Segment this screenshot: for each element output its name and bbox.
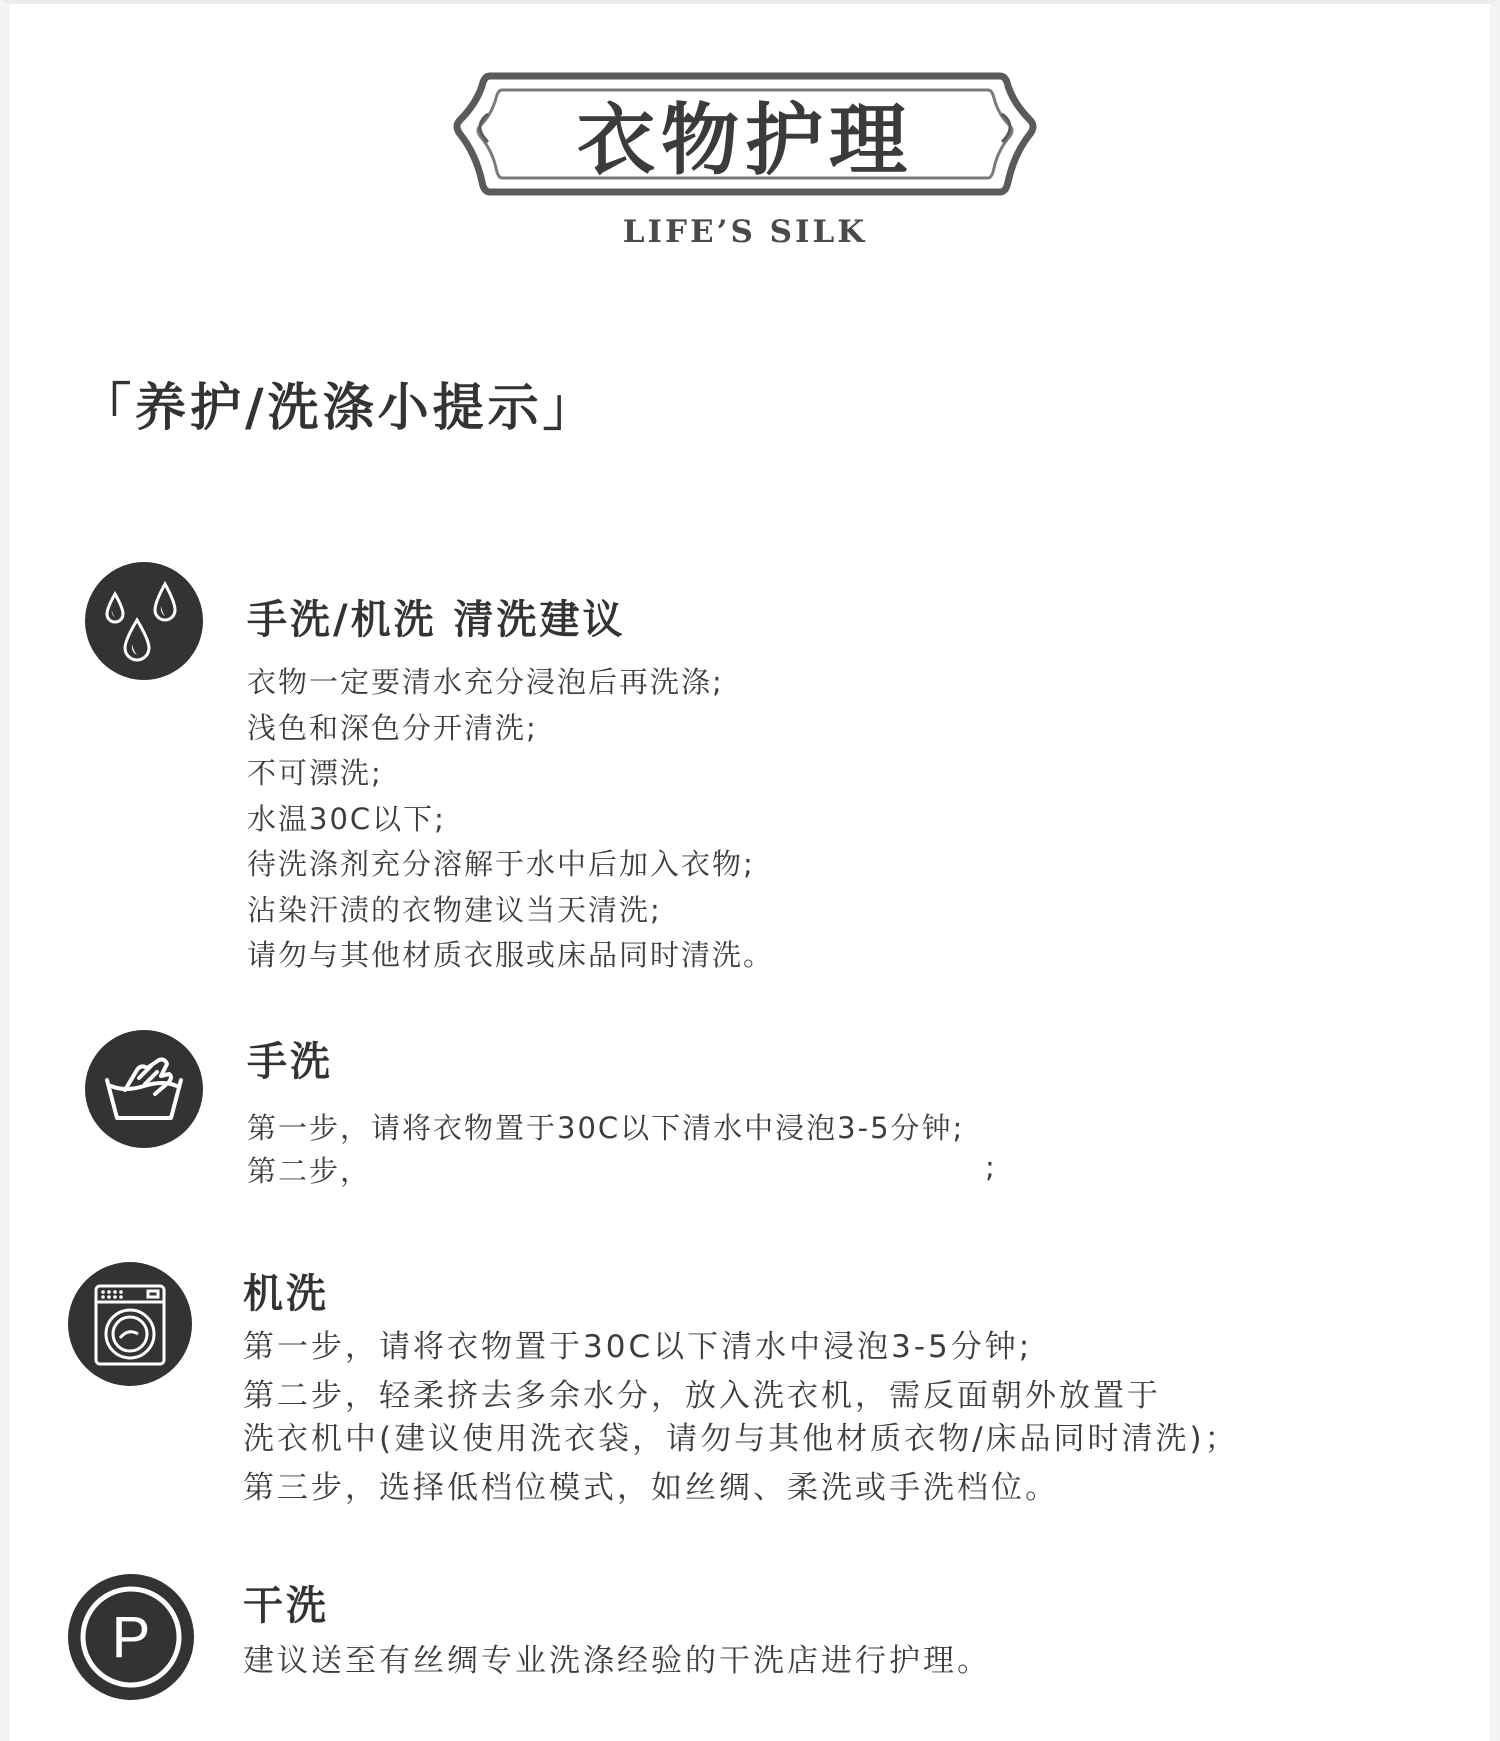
- list-item: 第二步，: [247, 1154, 372, 1188]
- list-item: 不可漂洗;: [247, 756, 383, 790]
- dry-clean-lines: [243, 1640, 991, 1683]
- list-item: 请勿与其他材质衣服或床品同时清洗。: [247, 938, 775, 972]
- section-title: 「养护/洗涤小提示」: [80, 379, 598, 438]
- list-item: 浅色和深色分开清洗;: [247, 710, 538, 745]
- brand-name: LIFE’S SILK: [622, 214, 868, 250]
- dry-clean-letter: P: [111, 1604, 151, 1670]
- list-item: 第二步，轻柔挤去多余水分，放入洗衣机，需反面朝外放置于: [243, 1378, 1161, 1414]
- water-drops-icon: [85, 562, 203, 680]
- block-heading-dry-clean: 干洗: [243, 1583, 329, 1629]
- list-item: 第三步，选择低档位模式，如丝绸、柔洗或手洗档位。: [243, 1470, 1059, 1506]
- washing-machine-icon: [68, 1262, 192, 1386]
- block-heading-machine-wash: 机洗: [243, 1271, 329, 1317]
- header-emblem: [450, 64, 1040, 204]
- list-item: 洗衣机中(建议使用洗衣袋，请勿与其他材质衣物/床品同时清洗)；: [243, 1421, 1239, 1457]
- block-heading-wash-advice: 手洗/机洗 清洗建议: [247, 597, 626, 643]
- machine-wash-steps: [243, 1326, 1239, 1510]
- hand-wash-steps: [247, 1107, 964, 1193]
- wash-advice-list: [247, 660, 774, 979]
- list-item: 待洗涤剂充分溶解于水中后加入衣物;: [247, 847, 755, 881]
- hand-wash-step2-tail: ;: [985, 1150, 995, 1184]
- list-item: 第一步，请将衣物置于30C以下清水中浸泡3-5分钟;: [243, 1329, 1033, 1365]
- list-item: 沾染汗渍的衣物建议当天清洗;: [247, 892, 662, 927]
- list-item: 水温30C以下;: [247, 801, 446, 836]
- dry-clean-p-icon: [68, 1574, 194, 1700]
- block-heading-hand-wash: 手洗: [247, 1039, 333, 1085]
- list-item: 第一步，请将衣物置于30C以下清水中浸泡3-5分钟;: [247, 1111, 965, 1145]
- hand-wash-icon: [85, 1030, 203, 1148]
- emblem-title: 衣物护理: [576, 95, 913, 186]
- list-item: 衣物一定要清水充分浸泡后再洗涤;: [247, 665, 724, 699]
- list-item: 建议送至有丝绸专业洗涤经验的干洗店进行护理。: [243, 1643, 991, 1679]
